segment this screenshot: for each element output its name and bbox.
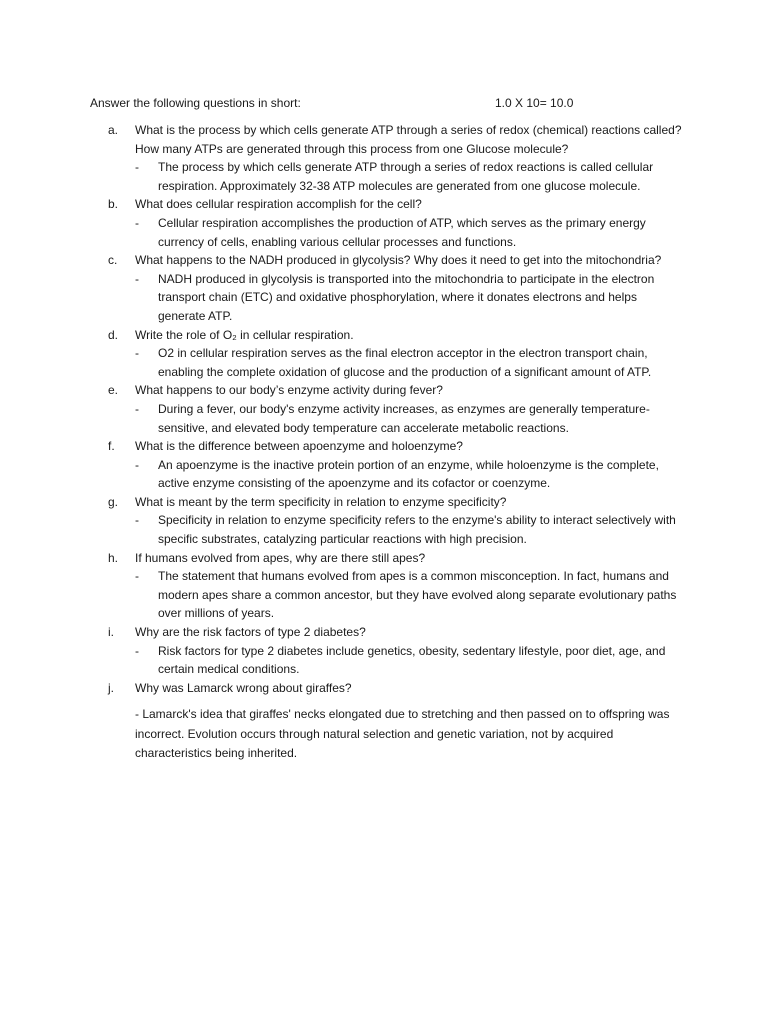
answer-item: [135, 567, 683, 623]
answer-item: [135, 158, 683, 195]
dash-bullet: -: [135, 271, 139, 286]
document-header: [90, 94, 690, 112]
question-item-j: [108, 679, 683, 764]
answer-text: Cellular respiration accomplishes the production of ATP, which serves as the primary energy currency of cells, enabling various cellular processes and functions.: [158, 215, 646, 249]
question-letter: f.: [108, 439, 115, 454]
dash-bullet: -: [135, 569, 139, 584]
question-text: What is the process by which cells generate ATP through a series of redox (chemical) reactions called? How many ATPs are generated through this process from one Glucose molecule?: [135, 123, 682, 156]
answer-text: The process by which cells generate ATP through a series of redox reactions is called cellular respiration. Approximately 32-38 ATP molecules are generated from one glucose molecule.: [158, 160, 654, 193]
question-letter: d.: [108, 327, 119, 342]
answer-item: [135, 511, 683, 548]
dash-bullet: -: [135, 215, 139, 230]
answer-item: [135, 400, 683, 437]
question-letter: b.: [108, 197, 119, 212]
question-letter: c.: [108, 253, 118, 268]
question-text: What does cellular respiration accomplish for the cell?: [135, 197, 422, 212]
instruction-text: Answer the following questions in short:: [90, 96, 301, 110]
dash-bullet: -: [135, 160, 139, 175]
question-item-g: [108, 493, 683, 549]
dash-bullet: -: [135, 643, 139, 658]
question-text: What happens to our body’s enzyme activity during fever?: [135, 383, 443, 398]
final-answer-paragraph: - Lamarck's idea that giraffes' necks elongated due to stretching and then passed on to offspring was incorrect. Evolution occurs through natural selection and genetic variation, not by acquired characteristics being inherited.: [135, 707, 670, 761]
question-item-h: [108, 549, 683, 623]
dash-bullet: -: [135, 346, 139, 361]
question-letter: a.: [108, 123, 119, 137]
question-text: If humans evolved from apes, why are there still apes?: [135, 550, 426, 565]
question-text: Why are the risk factors of type 2 diabetes?: [135, 625, 366, 640]
dash-bullet: -: [135, 513, 139, 528]
question-text: Write the role of O₂ in cellular respiration.: [135, 327, 354, 342]
dash-bullet: -: [135, 401, 139, 416]
question-text: What happens to the NADH produced in glycolysis? Why does it need to get into the mitochondria?: [135, 253, 662, 268]
question-list: [108, 121, 683, 764]
answer-text: An apoenzyme is the inactive protein portion of an enzyme, while holoenzyme is the complete, active enzyme consisting of the apoenzyme and its cofactor or coenzyme.: [158, 457, 659, 491]
answer-item: [135, 214, 683, 251]
question-letter: e.: [108, 383, 119, 398]
question-text: What is meant by the term specificity in relation to enzyme specificity?: [135, 494, 507, 509]
question-item-c: [108, 251, 683, 325]
question-letter: i.: [108, 625, 114, 640]
question-letter: j.: [108, 680, 114, 695]
question-letter: h.: [108, 550, 119, 565]
answer-text: O2 in cellular respiration serves as the final electron acceptor in the electron transport chain, enabling the complete oxidation of glucose and the production of a significant amount of ATP.: [158, 346, 652, 379]
question-item-a: [108, 121, 683, 195]
answer-text: Specificity in relation to enzyme specificity refers to the enzyme's ability to interact selectively with specific substrates, catalyzing particular reactions with high precision.: [158, 513, 676, 547]
question-text: Why was Lamarck wrong about giraffes?: [135, 680, 352, 695]
answer-item: [135, 642, 683, 679]
answer-text: NADH produced in glycolysis is transported into the mitochondria to participate in the electron transport chain (ETC) and oxidative phosphorylation, where it donates electrons and helps generate ATP.: [158, 271, 655, 323]
marks-text: 1.0 X 10= 10.0: [495, 96, 574, 110]
answer-item: [135, 456, 683, 493]
answer-text: The statement that humans evolved from apes is a common misconception. In fact, humans and modern apes share a common ancestor, but they have evolved along separate evolutionary paths over millions of years.: [158, 569, 677, 621]
answer-item: [135, 270, 683, 326]
question-item-i: [108, 623, 683, 679]
question-letter: g.: [108, 494, 119, 509]
answer-text: During a fever, our body's enzyme activity increases, as enzymes are generally temperature-sensitive, and elevated body temperature can accelerate metabolic reactions.: [158, 401, 650, 435]
question-item-b: [108, 195, 683, 251]
answer-item: [135, 344, 683, 381]
answer-text: Risk factors for type 2 diabetes include genetics, obesity, sedentary lifestyle, poor diet, age, and certain medical conditions.: [158, 643, 666, 677]
question-item-e: [108, 381, 683, 437]
question-text: What is the difference between apoenzyme and holoenzyme?: [135, 439, 463, 454]
question-item-d: [108, 326, 683, 382]
question-item-f: [108, 437, 683, 493]
dash-bullet: -: [135, 457, 139, 472]
